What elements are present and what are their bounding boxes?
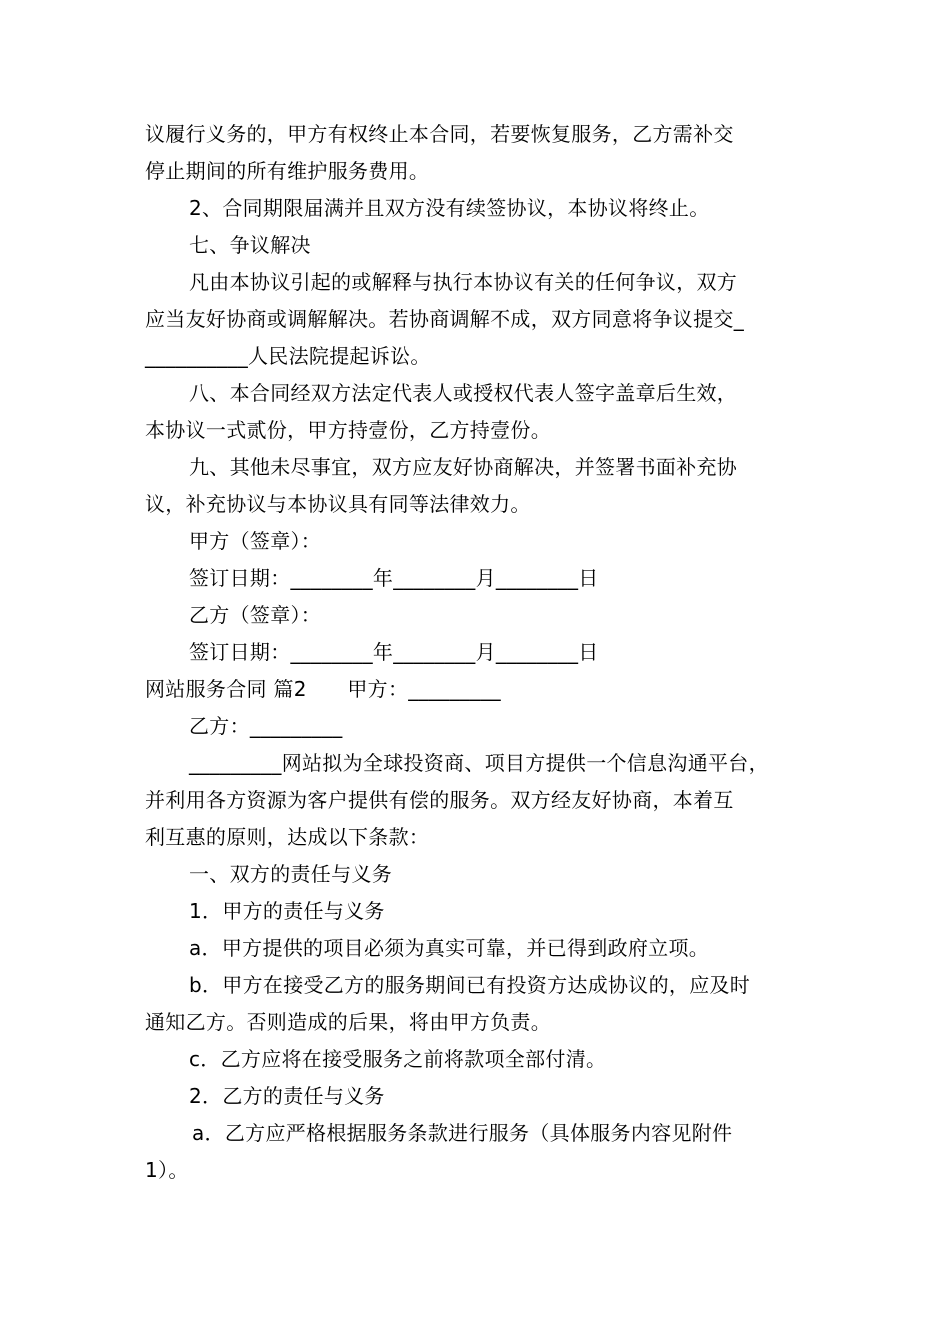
text-line: 应当友好协商或调解解决。若协商调解不成，双方同意将争议提交_: [145, 307, 744, 331]
signature-party-a: 甲方（签章）：: [189, 529, 322, 553]
text-line: 利互惠的原则，达成以下条款：: [145, 825, 430, 849]
section-heading: 一、双方的责任与义务: [189, 862, 392, 886]
text-line: _________网站拟为全球投资商、项目方提供一个信息沟通平台，: [189, 751, 769, 775]
list-item: a．甲方提供的项目必须为真实可靠，并已得到政府立项。: [189, 936, 710, 960]
text-line: 通知乙方。否则造成的后果，将由甲方负责。: [145, 1010, 551, 1034]
text-line: 2、合同期限届满并且双方没有续签协议，本协议将终止。: [189, 196, 710, 220]
text-line: 议履行义务的，甲方有权终止本合同，若要恢复服务，乙方需补交: [145, 122, 734, 146]
text-line: 并利用各方资源为客户提供有偿的服务。双方经友好协商，本着互: [145, 788, 734, 812]
text-line: 九、其他未尽事宜，双方应友好协商解决，并签署书面补充协: [189, 455, 738, 479]
text-line: __________人民法院提起诉讼。: [145, 344, 431, 368]
text-line: 八、本合同经双方法定代表人或授权代表人签字盖章后生效，: [189, 381, 738, 405]
party-b-line: 乙方：_________: [189, 714, 343, 738]
text-line: 议，补充协议与本协议具有同等法律效力。: [145, 492, 531, 516]
text-line: 停止期间的所有维护服务费用。: [145, 159, 430, 183]
signing-date-b: 签订日期：________年________月________日: [189, 640, 599, 664]
text-line: 1）。: [145, 1158, 189, 1182]
signature-party-b: 乙方（签章）：: [189, 603, 322, 627]
signing-date-a: 签订日期：________年________月________日: [189, 566, 599, 590]
list-item: b．甲方在接受乙方的服务期间已有投资方达成协议的，应及时: [189, 973, 751, 997]
text-line: 凡由本协议引起的或解释与执行本协议有关的任何争议，双方: [189, 270, 738, 294]
section-heading: 七、争议解决: [189, 233, 311, 257]
subsection-heading: 1．甲方的责任与义务: [189, 899, 385, 923]
contract-title: 网站服务合同 篇2 甲方：_________: [145, 677, 501, 701]
list-item: a．乙方应严格根据服务条款进行服务（具体服务内容见附件: [192, 1121, 733, 1145]
document-body: [145, 116, 810, 1189]
subsection-heading: 2．乙方的责任与义务: [189, 1084, 385, 1108]
text-line: 本协议一式贰份，甲方持壹份，乙方持壹份。: [145, 418, 551, 442]
list-item: c．乙方应将在接受服务之前将款项全部付清。: [189, 1047, 607, 1071]
